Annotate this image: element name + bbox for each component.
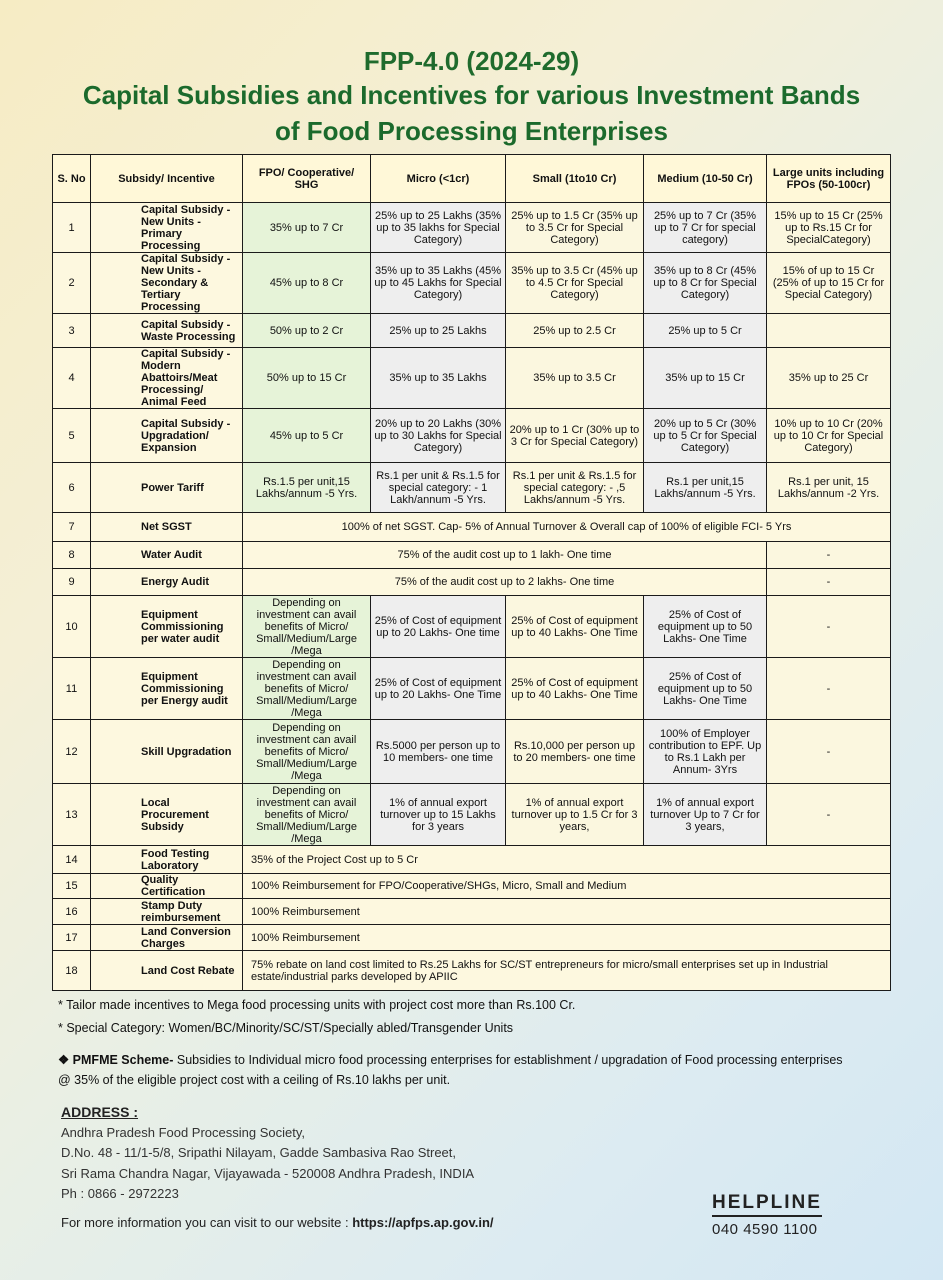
large-value: [767, 314, 891, 348]
header-large: Large units including FPOs (50-100cr): [767, 155, 891, 203]
note-special-category: * Special Category: Women/BC/Minority/SC/ST/Specially abled/Transgender Units: [58, 1021, 514, 1035]
subsidy-name: Power Tariff: [91, 463, 243, 513]
fpo-value: Rs.1.5 per unit,15 Lakhs/annum -5 Yrs.: [243, 463, 371, 513]
medium-value: 35% up to 15 Cr: [644, 348, 767, 409]
large-value: Rs.1 per unit, 15 Lakhs/annum -2 Yrs.: [767, 463, 891, 513]
table-row: [53, 951, 891, 991]
note-pmfme-label: ❖ PMFME Scheme-: [58, 1053, 174, 1067]
note-pmfme: [58, 1050, 858, 1090]
small-value: 1% of annual export turnover up to 1.5 Cr for 3 years,: [506, 784, 644, 846]
table-row: [53, 925, 891, 951]
address-heading: ADDRESS :: [61, 1104, 139, 1120]
small-value: 35% up to 3.5 Cr (45% up to 4.5 Cr for Special Category): [506, 253, 644, 314]
small-value: 25% up to 2.5 Cr: [506, 314, 644, 348]
table-row: [53, 542, 891, 569]
address-phone: Ph : 0866 - 2972223: [61, 1186, 179, 1201]
row-number: 18: [53, 951, 91, 991]
large-value: 15% of up to 15 Cr (25% of up to 15 Cr for Special Category): [767, 253, 891, 314]
medium-value: Rs.1 per unit,15 Lakhs/annum -5 Yrs.: [644, 463, 767, 513]
table-row: [53, 409, 891, 463]
row-number: 14: [53, 846, 91, 874]
micro-value: 35% up to 35 Lakhs: [371, 348, 506, 409]
helpline-label: HELPLINE: [712, 1192, 822, 1217]
row-number: 16: [53, 899, 91, 925]
merged-value: 75% rebate on land cost limited to Rs.25 Lakhs for SC/ST entrepreneurs for micro/small enterprises set up in Industrial estate/industrial parks developed by APIIC: [243, 951, 891, 991]
header-medium: Medium (10-50 Cr): [644, 155, 767, 203]
merged-value: 75% of the audit cost up to 2 lakhs- One time: [243, 569, 767, 596]
address-line2: D.No. 48 - 11/1-5/8, Sripathi Nilayam, Gadde Sambasiva Rao Street,: [61, 1145, 457, 1160]
micro-value: 25% up to 25 Lakhs (35% up to 35 lakhs for Special Category): [371, 203, 506, 253]
table-row: [53, 899, 891, 925]
row-number: 2: [53, 253, 91, 314]
subsidy-name: Quality Certification: [91, 874, 243, 899]
row-number: 5: [53, 409, 91, 463]
micro-value: 35% up to 35 Lakhs (45% up to 45 Lakhs for Special Category): [371, 253, 506, 314]
address-line1: Andhra Pradesh Food Processing Society,: [61, 1124, 306, 1140]
subsidy-name: Land Cost Rebate: [91, 951, 243, 991]
row-number: 4: [53, 348, 91, 409]
page-title-line3: of Food Processing Enterprises: [275, 116, 668, 146]
website-text: For more information you can visit to our website :: [61, 1215, 353, 1230]
subsidy-name: Skill Upgradation: [91, 720, 243, 784]
large-value: -: [767, 658, 891, 720]
note-pmfme-text: Subsidies to Individual micro food processing enterprises for establishment / upgradation of Food processing enterprises @ 35% of the eligible project cost with a ceiling of Rs.10 lakhs per unit.: [58, 1053, 843, 1087]
row-number: 10: [53, 596, 91, 658]
large-value: 15% up to 15 Cr (25% up to Rs.15 Cr for SpecialCategory): [767, 203, 891, 253]
micro-value: Rs.1 per unit & Rs.1.5 for special category: - 1 Lakh/annum -5 Yrs.: [371, 463, 506, 513]
table-row: [53, 314, 891, 348]
fpo-value: 50% up to 15 Cr: [243, 348, 371, 409]
fpo-value: Depending on investment can avail benefits of Micro/ Small/Medium/Large /Mega: [243, 784, 371, 846]
large-value: -: [767, 596, 891, 658]
fpo-value: 45% up to 8 Cr: [243, 253, 371, 314]
row-number: 17: [53, 925, 91, 951]
merged-value: 35% of the Project Cost up to 5 Cr: [243, 846, 891, 874]
row-number: 7: [53, 513, 91, 542]
subsidy-name: Capital Subsidy - Upgradation/ Expansion: [91, 409, 243, 463]
row-number: 9: [53, 569, 91, 596]
subsidy-name: Equipment Commissioning per water audit: [91, 596, 243, 658]
row-number: 15: [53, 874, 91, 899]
table-row: [53, 348, 891, 409]
table-row: [53, 874, 891, 899]
medium-value: 100% of Employer contribution to EPF. Up to Rs.1 Lakh per Annum- 3Yrs: [644, 720, 767, 784]
row-number: 11: [53, 658, 91, 720]
header-fpo: FPO/ Cooperative/ SHG: [243, 155, 371, 203]
note-mega: * Tailor made incentives to Mega food processing units with project cost more than Rs.100 Cr.: [58, 998, 576, 1012]
medium-value: 25% up to 7 Cr (35% up to 7 Cr for special category): [644, 203, 767, 253]
merged-value: 100% Reimbursement: [243, 899, 891, 925]
table-row: [53, 596, 891, 658]
medium-value: 25% of Cost of equipment up to 50 Lakhs- One Time: [644, 658, 767, 720]
subsidy-name: Capital Subsidy - New Units - Secondary & Tertiary Processing: [91, 253, 243, 314]
table-row: [53, 784, 891, 846]
merged-value: 100% Reimbursement for FPO/Cooperative/SHGs, Micro, Small and Medium: [243, 874, 891, 899]
fpo-value: Depending on investment can avail benefits of Micro/ Small/Medium/Large /Mega: [243, 596, 371, 658]
header-sno: S. No: [53, 155, 91, 203]
subsidy-name: Capital Subsidy - Waste Processing: [91, 314, 243, 348]
subsidy-name: Equipment Commissioning per Energy audit: [91, 658, 243, 720]
address-block: [61, 1102, 474, 1205]
table-row: [53, 658, 891, 720]
fpo-value: Depending on investment can avail benefits of Micro/ Small/Medium/Large /Mega: [243, 658, 371, 720]
merged-value: 100% of net SGST. Cap- 5% of Annual Turnover & Overall cap of 100% of eligible FCI- 5 Yrs: [243, 513, 891, 542]
large-value: -: [767, 542, 891, 569]
table-row: [53, 846, 891, 874]
subsidy-name: Capital Subsidy - New Units - Primary Processing: [91, 203, 243, 253]
table-row: [53, 720, 891, 784]
table-row: [53, 569, 891, 596]
table-row: [53, 203, 891, 253]
fpo-value: 50% up to 2 Cr: [243, 314, 371, 348]
small-value: 25% up to 1.5 Cr (35% up to 3.5 Cr for Special Category): [506, 203, 644, 253]
row-number: 13: [53, 784, 91, 846]
subsidy-name: Local Procurement Subsidy: [91, 784, 243, 846]
medium-value: 25% up to 5 Cr: [644, 314, 767, 348]
helpline-block: [712, 1192, 822, 1238]
row-number: 6: [53, 463, 91, 513]
subsidy-name: Stamp Duty reimbursement: [91, 899, 243, 925]
website-line: [61, 1215, 494, 1230]
subsidy-name: Net SGST: [91, 513, 243, 542]
micro-value: 20% up to 20 Lakhs (30% up to 30 Lakhs for Special Category): [371, 409, 506, 463]
medium-value: 25% of Cost of equipment up to 50 Lakhs- One Time: [644, 596, 767, 658]
merged-value: 75% of the audit cost up to 1 lakh- One time: [243, 542, 767, 569]
large-value: -: [767, 720, 891, 784]
small-value: 25% of Cost of equipment up to 40 Lakhs- One Time: [506, 596, 644, 658]
fpo-value: 45% up to 5 Cr: [243, 409, 371, 463]
row-number: 8: [53, 542, 91, 569]
large-value: -: [767, 784, 891, 846]
medium-value: 35% up to 8 Cr (45% up to 8 Cr for Special Category): [644, 253, 767, 314]
micro-value: 25% of Cost of equipment up to 20 Lakhs- One time: [371, 596, 506, 658]
header-subsidy: Subsidy/ Incentive: [91, 155, 243, 203]
subsidy-name: Capital Subsidy - Modern Abattoirs/Meat Processing/ Animal Feed: [91, 348, 243, 409]
subsidy-name: Land Conversion Charges: [91, 925, 243, 951]
large-value: 35% up to 25 Cr: [767, 348, 891, 409]
header-micro: Micro (<1cr): [371, 155, 506, 203]
medium-value: 20% up to 5 Cr (30% up to 5 Cr for Special Category): [644, 409, 767, 463]
incentives-table: [52, 154, 891, 991]
subsidy-name: Water Audit: [91, 542, 243, 569]
address-line3: Sri Rama Chandra Nagar, Vijayawada - 520008 Andhra Pradesh, INDIA: [61, 1165, 475, 1181]
row-number: 3: [53, 314, 91, 348]
small-value: Rs.1 per unit & Rs.1.5 for special category: - ,5 Lakhs/annum -5 Yrs.: [506, 463, 644, 513]
table-header-row: [53, 155, 891, 203]
small-value: 35% up to 3.5 Cr: [506, 348, 644, 409]
row-number: 1: [53, 203, 91, 253]
micro-value: 25% up to 25 Lakhs: [371, 314, 506, 348]
micro-value: 25% of Cost of equipment up to 20 Lakhs- One Time: [371, 658, 506, 720]
helpline-number[interactable]: 040 4590 1100: [712, 1221, 818, 1238]
large-value: -: [767, 569, 891, 596]
micro-value: Rs.5000 per person up to 10 members- one time: [371, 720, 506, 784]
fpo-value: Depending on investment can avail benefits of Micro/ Small/Medium/Large /Mega: [243, 720, 371, 784]
table-row: [53, 253, 891, 314]
medium-value: 1% of annual export turnover Up to 7 Cr for 3 years,: [644, 784, 767, 846]
header-small: Small (1to10 Cr): [506, 155, 644, 203]
micro-value: 1% of annual export turnover up to 15 Lakhs for 3 years: [371, 784, 506, 846]
fpo-value: 35% up to 7 Cr: [243, 203, 371, 253]
large-value: 10% up to 10 Cr (20% up to 10 Cr for Special Category): [767, 409, 891, 463]
merged-value: 100% Reimbursement: [243, 925, 891, 951]
subsidy-name: Energy Audit: [91, 569, 243, 596]
page-title-line2: Capital Subsidies and Incentives for various Investment Bands: [82, 80, 861, 110]
page-title-line1: FPP-4.0 (2024-29): [363, 46, 580, 76]
table-row: [53, 513, 891, 542]
small-value: Rs.10,000 per person up to 20 members- one time: [506, 720, 644, 784]
row-number: 12: [53, 720, 91, 784]
table-row: [53, 463, 891, 513]
subsidy-name: Food Testing Laboratory: [91, 846, 243, 874]
website-link[interactable]: https://apfps.ap.gov.in/: [352, 1215, 494, 1230]
small-value: 25% of Cost of equipment up to 40 Lakhs- One Time: [506, 658, 644, 720]
small-value: 20% up to 1 Cr (30% up to 3 Cr for Special Category): [506, 409, 644, 463]
